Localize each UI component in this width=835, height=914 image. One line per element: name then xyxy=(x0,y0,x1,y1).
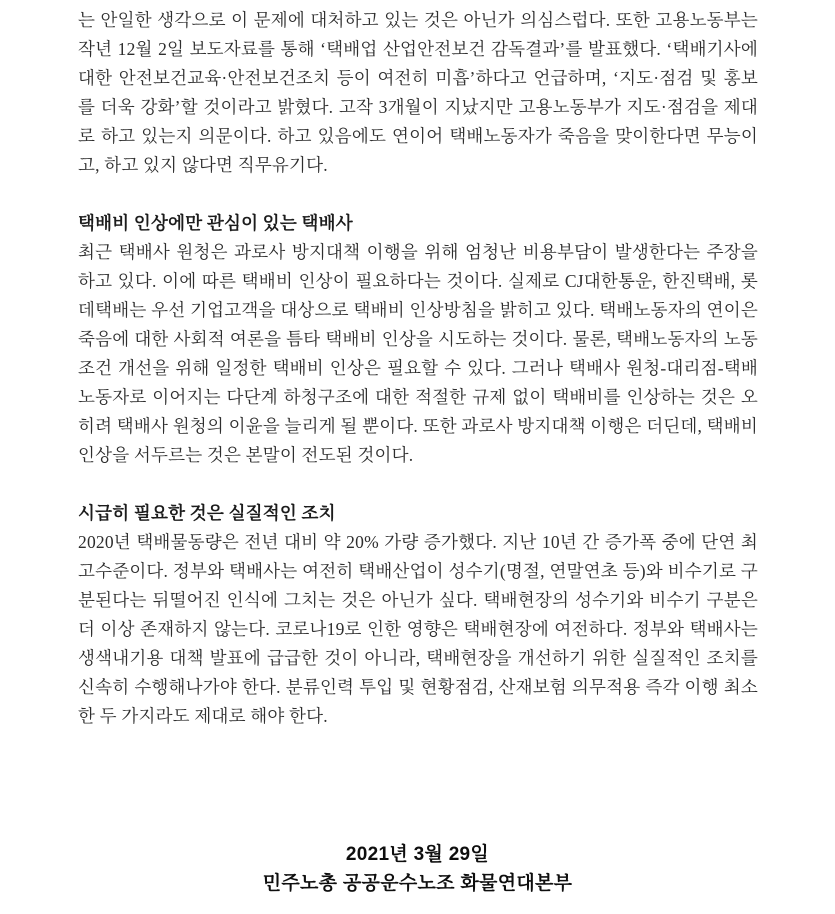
section-paragraph-practical-measures: 2020년 택배물동량은 전년 대비 약 20% 가량 증가했다. 지난 10년 간 증가폭 중에 단연 최고수준이다. 정부와 택배사는 여전히 택배산업이 성수기(명절, 연말연초 등)와 비수기로 구분된다는 뒤떨어진 인식에 그치는 것은 아닌가 싶다. 택배현장의 성수기와 비수기 구분은 더 이상 존재하지 않는다. 코로나19로 인한 영향은 택배현장에 여전하다. 정부와 택배사는 생색내기용 대책 발표에 급급한 것이 아니라, 택배현장을 개선하기 위한 실질적인 조치를 신속히 수행해나가야 한다. 분류인력 투입 및 현황점검, 산재보험 의무적용 즉각 이행 최소한 두 가지라도 제대로 해야 한다. xyxy=(78,532,758,726)
signature-block xyxy=(0,840,835,898)
intro-paragraph: 는 안일한 생각으로 이 문제에 대처하고 있는 것은 아닌가 의심스럽다. 또한 고용노동부는 작년 12월 2일 보도자료를 통해 ‘택배업 산업안전보건 감독결과’를 발표했다. ‘택배기사에 대한 안전보건교육·안전보건조치 등이 여전히 미흡’하다고 언급하며, ‘지도·점검 및 홍보를 더욱 강화’할 것이라고 밝혔다. 고작 3개월이 지났지만 고용노동부가 지도·점검을 제대로 하고 있는지 의문이다. 하고 있음에도 연이어 택배노동자가 죽음을 맞이한다면 무능이고, 하고 있지 않다면 직무유기다. xyxy=(78,10,758,175)
section-heading-delivery-fee: 택배비 인상에만 관심이 있는 택배사 xyxy=(78,213,353,233)
organization-name: 민주노총 공공운수노조 화물연대본부 xyxy=(262,873,573,894)
section-delivery-fee xyxy=(78,209,758,470)
section-practical-measures xyxy=(78,499,758,731)
section-paragraph-delivery-fee: 최근 택배사 원청은 과로사 방지대책 이행을 위해 엄청난 비용부담이 발생한다는 주장을 하고 있다. 이에 따른 택배비 인상이 필요하다는 것이다. 실제로 CJ대한통운, 한진택배, 롯데택배는 우선 기업고객을 대상으로 택배비 인상방침을 밝히고 있다. 택배노동자의 연이은 죽음에 대한 사회적 여론을 틈타 택배비 인상을 시도하는 것이다. 물론, 택배노동자의 노동조건 개선을 위해 일정한 택배비 인상은 필요할 수 있다. 그러나 택배사 원청-대리점-택배노동자로 이어지는 다단계 하청구조에 대한 적절한 규제 없이 택배비를 인상하는 것은 오히려 택배사 원청의 이윤을 늘리게 될 뿐이다. 또한 과로사 방지대책 이행은 더딘데, 택배비 인상을 서두르는 것은 본말이 전도된 것이다. xyxy=(78,242,758,465)
section-heading-practical-measures: 시급히 필요한 것은 실질적인 조치 xyxy=(78,503,336,523)
statement-date: 2021년 3월 29일 xyxy=(345,844,490,865)
